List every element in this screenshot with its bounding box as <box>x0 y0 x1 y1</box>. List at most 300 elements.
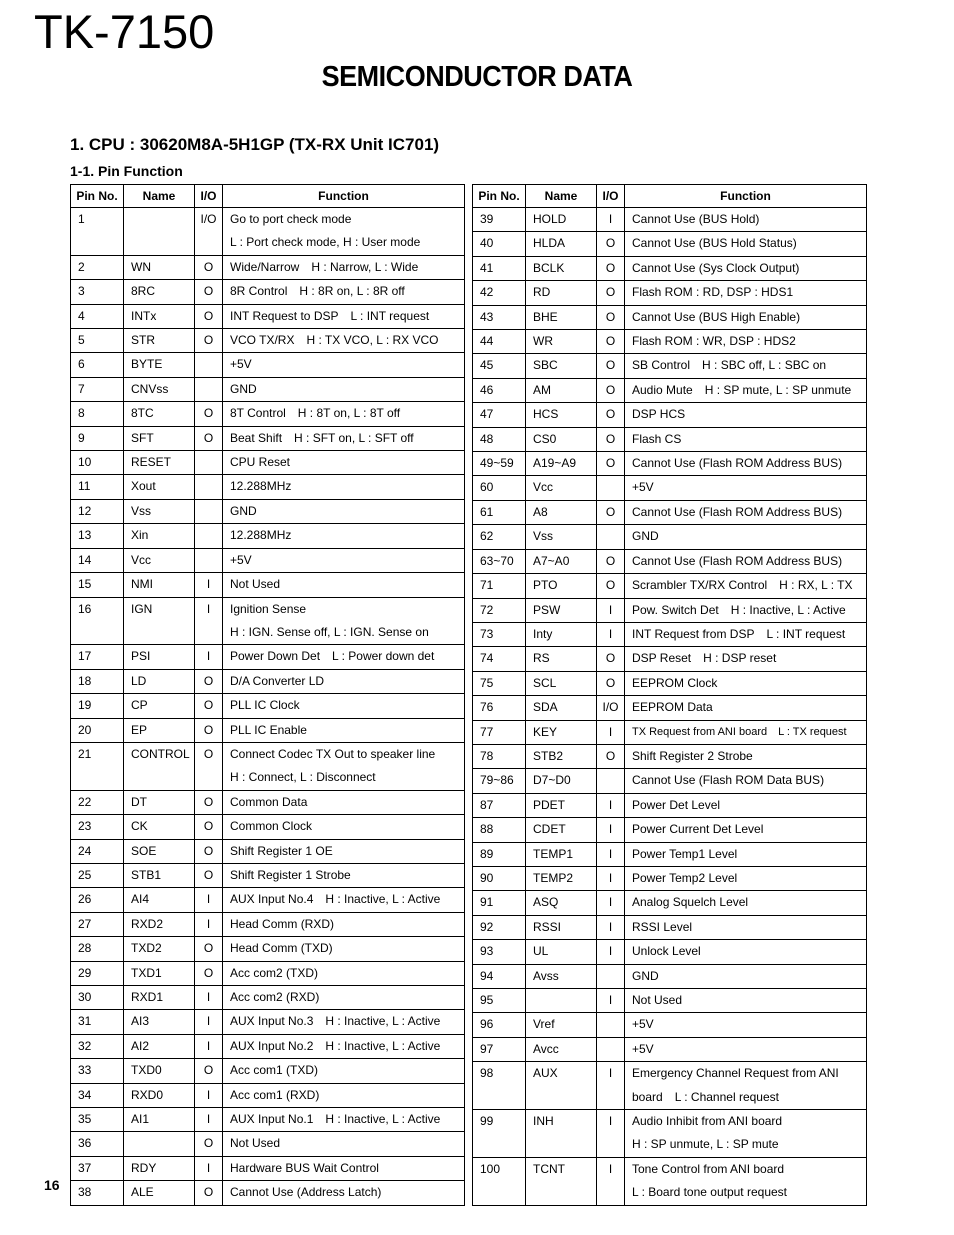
function-line: Not Used <box>230 1136 281 1151</box>
pin-cell: 87 <box>473 793 526 817</box>
pin-cell: 61 <box>473 500 526 524</box>
table-row <box>473 647 867 671</box>
io-cell: O <box>195 790 223 814</box>
io-cell: O <box>195 718 223 742</box>
function-cell <box>625 842 867 866</box>
table-row <box>473 256 867 280</box>
name-cell: CNVss <box>124 377 195 401</box>
io-cell: O <box>195 694 223 718</box>
function-line: SB Control H : SBC off, L : SBC on <box>632 358 827 373</box>
table-row <box>473 574 867 598</box>
function-cell <box>625 574 867 598</box>
io-cell: O <box>195 402 223 426</box>
pin-cell: 74 <box>473 647 526 671</box>
function-line: Not Used <box>230 577 281 592</box>
pin-cell: 38 <box>71 1181 124 1205</box>
pin-cell: 98 <box>473 1062 526 1110</box>
function-cell <box>625 281 867 305</box>
io-cell: I <box>597 989 625 1013</box>
table-row <box>473 305 867 329</box>
table-row <box>473 452 867 476</box>
function-line: Cannot Use (BUS Hold) <box>632 212 760 226</box>
pin-cell: 75 <box>473 671 526 695</box>
function-cell <box>625 256 867 280</box>
function-cell <box>223 937 465 961</box>
function-line: Acc com2 (TXD) <box>230 965 319 980</box>
io-cell: I <box>195 986 223 1010</box>
pin-cell: 25 <box>71 863 124 887</box>
pin-cell: 76 <box>473 696 526 720</box>
pin-cell: 60 <box>473 476 526 500</box>
function-line: L : Port check mode, H : User mode <box>230 235 421 250</box>
table-row <box>71 937 465 961</box>
pin-cell: 6 <box>71 353 124 377</box>
table-row <box>473 696 867 720</box>
pin-cell: 29 <box>71 961 124 985</box>
pin-cell: 2 <box>71 255 124 279</box>
function-line: Connect Codec TX Out to speaker line <box>230 746 436 761</box>
function-line: Beat Shift H : SFT on, L : SFT off <box>230 430 414 445</box>
table-row <box>473 500 867 524</box>
pin-cell: 89 <box>473 842 526 866</box>
column-header-function: Function <box>223 185 465 208</box>
pin-cell: 77 <box>473 720 526 744</box>
function-cell <box>223 986 465 1010</box>
pin-cell: 21 <box>71 742 124 790</box>
function-line: TX Request from ANI board L : TX request <box>632 725 847 738</box>
function-line: CPU Reset <box>230 455 291 470</box>
function-cell <box>223 377 465 401</box>
function-cell <box>625 378 867 402</box>
io-cell: I <box>597 915 625 939</box>
table-row <box>71 304 465 328</box>
function-line: +5V <box>632 480 654 495</box>
table-row <box>473 842 867 866</box>
io-cell: O <box>597 744 625 768</box>
name-cell: 8RC <box>124 280 195 304</box>
function-cell <box>223 499 465 523</box>
function-line: D/A Converter LD <box>230 673 325 688</box>
table-row <box>71 280 465 304</box>
pin-cell: 14 <box>71 548 124 572</box>
function-cell <box>625 427 867 451</box>
io-cell: O <box>597 378 625 402</box>
name-cell: BCLK <box>526 256 597 280</box>
function-line: Flash CS <box>632 431 682 446</box>
function-cell <box>223 1181 465 1205</box>
function-line: H : Connect, L : Disconnect <box>230 770 376 785</box>
io-cell: I <box>195 645 223 669</box>
table-row <box>473 866 867 890</box>
name-cell: TCNT <box>526 1157 597 1205</box>
pin-cell: 15 <box>71 573 124 597</box>
function-line: GND <box>230 381 257 396</box>
name-cell: TEMP2 <box>526 866 597 890</box>
io-cell: I <box>597 793 625 817</box>
table-row <box>473 622 867 646</box>
function-line: Power Temp2 Level <box>632 870 738 885</box>
pin-cell: 35 <box>71 1108 124 1132</box>
name-cell: BHE <box>526 305 597 329</box>
io-cell: I <box>195 573 223 597</box>
function-line: Power Det Level <box>632 797 721 812</box>
pin-cell: 44 <box>473 330 526 354</box>
function-line: DSP HCS <box>632 407 686 422</box>
function-line: Emergency Channel Request from ANI <box>632 1066 839 1081</box>
function-line: Go to port check mode <box>230 212 352 226</box>
table-row <box>473 525 867 549</box>
table-row <box>473 671 867 695</box>
pin-cell: 99 <box>473 1110 526 1158</box>
name-cell: INTx <box>124 304 195 328</box>
function-line: Scrambler TX/RX Control H : RX, L : TX <box>632 578 853 593</box>
function-cell <box>223 475 465 499</box>
table-row <box>71 329 465 353</box>
table-row <box>71 742 465 790</box>
name-cell: PDET <box>526 793 597 817</box>
name-cell <box>124 1132 195 1156</box>
table-row <box>71 426 465 450</box>
pin-cell: 96 <box>473 1013 526 1037</box>
pin-cell: 23 <box>71 815 124 839</box>
name-cell: SCL <box>526 671 597 695</box>
function-cell <box>625 744 867 768</box>
pin-cell: 37 <box>71 1156 124 1180</box>
pin-cell: 43 <box>473 305 526 329</box>
function-cell <box>625 1110 867 1158</box>
io-cell: I <box>195 1156 223 1180</box>
table-header-row <box>71 185 465 208</box>
name-cell: 8TC <box>124 402 195 426</box>
io-cell: O <box>195 280 223 304</box>
name-cell: RXD1 <box>124 986 195 1010</box>
io-cell: I <box>597 622 625 646</box>
pin-cell: 27 <box>71 912 124 936</box>
function-line: Head Comm (RXD) <box>230 916 335 931</box>
function-line: Shift Register 2 Strobe <box>632 748 753 763</box>
name-cell: RSSI <box>526 915 597 939</box>
name-cell: PSI <box>124 645 195 669</box>
name-cell: TXD0 <box>124 1059 195 1083</box>
name-cell: Vcc <box>124 548 195 572</box>
pin-cell: 91 <box>473 891 526 915</box>
function-cell <box>223 329 465 353</box>
name-cell: A7~A0 <box>526 549 597 573</box>
table-row <box>473 964 867 988</box>
function-cell <box>625 354 867 378</box>
column-header-name: Name <box>526 185 597 208</box>
function-cell <box>223 402 465 426</box>
io-cell <box>195 377 223 401</box>
table-row <box>71 1181 465 1205</box>
name-cell: CONTROL <box>124 742 195 790</box>
function-line: Head Comm (TXD) <box>230 941 333 956</box>
io-cell <box>195 499 223 523</box>
function-line: INT Request from DSP L : INT request <box>632 626 846 641</box>
io-cell: O <box>195 1181 223 1205</box>
pin-cell: 36 <box>71 1132 124 1156</box>
table-row <box>473 232 867 256</box>
name-cell: BYTE <box>124 353 195 377</box>
function-line: Acc com1 (RXD) <box>230 1087 320 1102</box>
name-cell: INH <box>526 1110 597 1158</box>
io-cell: O <box>597 574 625 598</box>
io-cell: I <box>195 1010 223 1034</box>
io-cell: I <box>195 1034 223 1058</box>
function-cell <box>223 1034 465 1058</box>
name-cell: AI3 <box>124 1010 195 1034</box>
table-row <box>71 1083 465 1107</box>
io-cell: O <box>597 354 625 378</box>
table-row <box>473 720 867 744</box>
pin-cell: 79~86 <box>473 769 526 793</box>
pin-cell: 45 <box>473 354 526 378</box>
function-cell <box>223 1132 465 1156</box>
function-cell <box>625 769 867 793</box>
name-cell: WR <box>526 330 597 354</box>
io-cell: I <box>195 912 223 936</box>
pin-cell: 100 <box>473 1157 526 1205</box>
function-line: L : Board tone output request <box>632 1185 787 1200</box>
function-cell <box>625 696 867 720</box>
name-cell: RD <box>526 281 597 305</box>
table-row <box>71 255 465 279</box>
name-cell: Xout <box>124 475 195 499</box>
pin-cell: 20 <box>71 718 124 742</box>
pin-cell: 19 <box>71 694 124 718</box>
io-cell: O <box>195 669 223 693</box>
table-row <box>71 1108 465 1132</box>
function-cell <box>223 548 465 572</box>
table-header-row <box>473 185 867 208</box>
name-cell: Avss <box>526 964 597 988</box>
function-cell <box>625 208 867 232</box>
pin-cell: 90 <box>473 866 526 890</box>
function-line: +5V <box>632 1041 654 1056</box>
io-cell <box>597 1013 625 1037</box>
name-cell: PTO <box>526 574 597 598</box>
function-cell <box>625 500 867 524</box>
table-row <box>71 1034 465 1058</box>
function-cell <box>223 1156 465 1180</box>
io-cell: O <box>195 961 223 985</box>
function-line: RSSI Level <box>632 919 693 934</box>
name-cell: CP <box>124 694 195 718</box>
function-cell <box>625 1013 867 1037</box>
function-line: 8R Control H : 8R on, L : 8R off <box>230 284 405 299</box>
function-cell <box>625 671 867 695</box>
name-cell: AUX <box>526 1062 597 1110</box>
io-cell: O <box>597 403 625 427</box>
function-cell <box>625 989 867 1013</box>
function-cell <box>625 549 867 573</box>
io-cell: I <box>195 597 223 645</box>
function-line: Common Data <box>230 794 308 809</box>
table-row <box>71 718 465 742</box>
function-line: EEPROM Data <box>632 700 713 715</box>
function-cell <box>625 647 867 671</box>
name-cell: AI4 <box>124 888 195 912</box>
pin-cell: 48 <box>473 427 526 451</box>
io-cell: O <box>597 256 625 280</box>
name-cell: RXD0 <box>124 1083 195 1107</box>
function-line: Cannot Use (BUS High Enable) <box>632 309 801 324</box>
pin-cell: 30 <box>71 986 124 1010</box>
function-cell <box>625 940 867 964</box>
function-cell <box>223 718 465 742</box>
function-line: DSP Reset H : DSP reset <box>632 651 777 666</box>
name-cell: A8 <box>526 500 597 524</box>
table-row <box>473 403 867 427</box>
function-line: 12.288MHz <box>230 528 292 543</box>
pin-cell: 72 <box>473 598 526 622</box>
pin-cell: 41 <box>473 256 526 280</box>
name-cell: AI2 <box>124 1034 195 1058</box>
function-cell <box>625 330 867 354</box>
function-line: Pow. Switch Det H : Inactive, L : Active <box>632 602 846 617</box>
io-cell: I <box>597 940 625 964</box>
table-row <box>71 694 465 718</box>
io-cell: I/O <box>597 696 625 720</box>
function-line: Audio Inhibit from ANI board <box>632 1114 783 1129</box>
function-line: GND <box>230 503 257 518</box>
subsection-heading: 1-1. Pin Function <box>70 163 183 179</box>
name-cell: SFT <box>124 426 195 450</box>
function-line: +5V <box>230 552 252 567</box>
function-cell <box>625 1062 867 1110</box>
name-cell: EP <box>124 718 195 742</box>
table-row <box>473 989 867 1013</box>
pin-cell: 4 <box>71 304 124 328</box>
table-row <box>473 891 867 915</box>
pin-cell: 34 <box>71 1083 124 1107</box>
name-cell: SDA <box>526 696 597 720</box>
io-cell: O <box>195 426 223 450</box>
io-cell: I <box>597 598 625 622</box>
name-cell: ALE <box>124 1181 195 1205</box>
table-row <box>71 402 465 426</box>
function-line: Cannot Use (Address Latch) <box>230 1185 382 1200</box>
table-row <box>473 427 867 451</box>
table-row <box>71 839 465 863</box>
name-cell: Xin <box>124 524 195 548</box>
function-line: AUX Input No.1 H : Inactive, L : Active <box>230 1112 441 1127</box>
function-cell <box>625 793 867 817</box>
function-cell <box>625 964 867 988</box>
io-cell: O <box>597 305 625 329</box>
function-cell <box>223 1083 465 1107</box>
function-cell <box>625 622 867 646</box>
function-cell <box>223 524 465 548</box>
name-cell: STR <box>124 329 195 353</box>
pin-cell: 88 <box>473 818 526 842</box>
function-line: GND <box>632 529 659 544</box>
table-row <box>71 815 465 839</box>
function-line: Flash ROM : RD, DSP : HDS1 <box>632 285 794 300</box>
function-line: Wide/Narrow H : Narrow, L : Wide <box>230 259 419 274</box>
table-row <box>71 1010 465 1034</box>
io-cell: I <box>597 866 625 890</box>
function-cell <box>625 891 867 915</box>
table-row <box>473 769 867 793</box>
io-cell: O <box>195 329 223 353</box>
name-cell: TXD1 <box>124 961 195 985</box>
table-row <box>473 744 867 768</box>
io-cell: O <box>597 330 625 354</box>
table-row <box>71 669 465 693</box>
name-cell: KEY <box>526 720 597 744</box>
io-cell: I <box>597 1062 625 1110</box>
io-cell: I <box>597 842 625 866</box>
function-line: Cannot Use (Sys Clock Output) <box>632 260 800 275</box>
name-cell: SOE <box>124 839 195 863</box>
function-cell <box>223 669 465 693</box>
pin-cell: 63~70 <box>473 549 526 573</box>
name-cell: HCS <box>526 403 597 427</box>
column-header-pin: Pin No. <box>71 185 124 208</box>
pin-cell: 5 <box>71 329 124 353</box>
function-cell <box>223 888 465 912</box>
pin-cell: 16 <box>71 597 124 645</box>
pin-cell: 39 <box>473 208 526 232</box>
function-line: AUX Input No.3 H : Inactive, L : Active <box>230 1014 441 1029</box>
pin-cell: 33 <box>71 1059 124 1083</box>
function-cell <box>223 815 465 839</box>
function-line: VCO TX/RX H : TX VCO, L : RX VCO <box>230 333 439 348</box>
table-row <box>473 549 867 573</box>
name-cell: D7~D0 <box>526 769 597 793</box>
table-row <box>71 961 465 985</box>
function-cell <box>223 426 465 450</box>
table-row <box>71 986 465 1010</box>
io-cell: I <box>597 891 625 915</box>
name-cell: Vcc <box>526 476 597 500</box>
io-cell <box>597 769 625 793</box>
io-cell: O <box>195 255 223 279</box>
table-row <box>473 354 867 378</box>
function-line: AUX Input No.2 H : Inactive, L : Active <box>230 1038 441 1053</box>
pin-cell: 71 <box>473 574 526 598</box>
name-cell: LD <box>124 669 195 693</box>
name-cell <box>124 208 195 256</box>
function-cell <box>223 863 465 887</box>
name-cell: RS <box>526 647 597 671</box>
name-cell: Vss <box>526 525 597 549</box>
io-cell: I <box>597 818 625 842</box>
io-cell <box>195 353 223 377</box>
io-cell: O <box>195 304 223 328</box>
function-line: Acc com2 (RXD) <box>230 990 320 1004</box>
function-line: 8T Control H : 8T on, L : 8T off <box>230 406 401 421</box>
table-row <box>71 863 465 887</box>
table-row <box>473 818 867 842</box>
table-row <box>71 377 465 401</box>
name-cell: ASQ <box>526 891 597 915</box>
function-line: AUX Input No.4 H : Inactive, L : Active <box>230 892 441 907</box>
name-cell: HOLD <box>526 208 597 232</box>
pin-cell: 18 <box>71 669 124 693</box>
table-row <box>473 915 867 939</box>
io-cell <box>195 524 223 548</box>
function-line: Cannot Use (Flash ROM Address BUS) <box>632 553 843 568</box>
pin-cell: 93 <box>473 940 526 964</box>
pin-cell: 62 <box>473 525 526 549</box>
table-row <box>71 1132 465 1156</box>
io-cell: I <box>597 720 625 744</box>
name-cell: TXD2 <box>124 937 195 961</box>
function-cell <box>223 1010 465 1034</box>
table-row <box>473 940 867 964</box>
